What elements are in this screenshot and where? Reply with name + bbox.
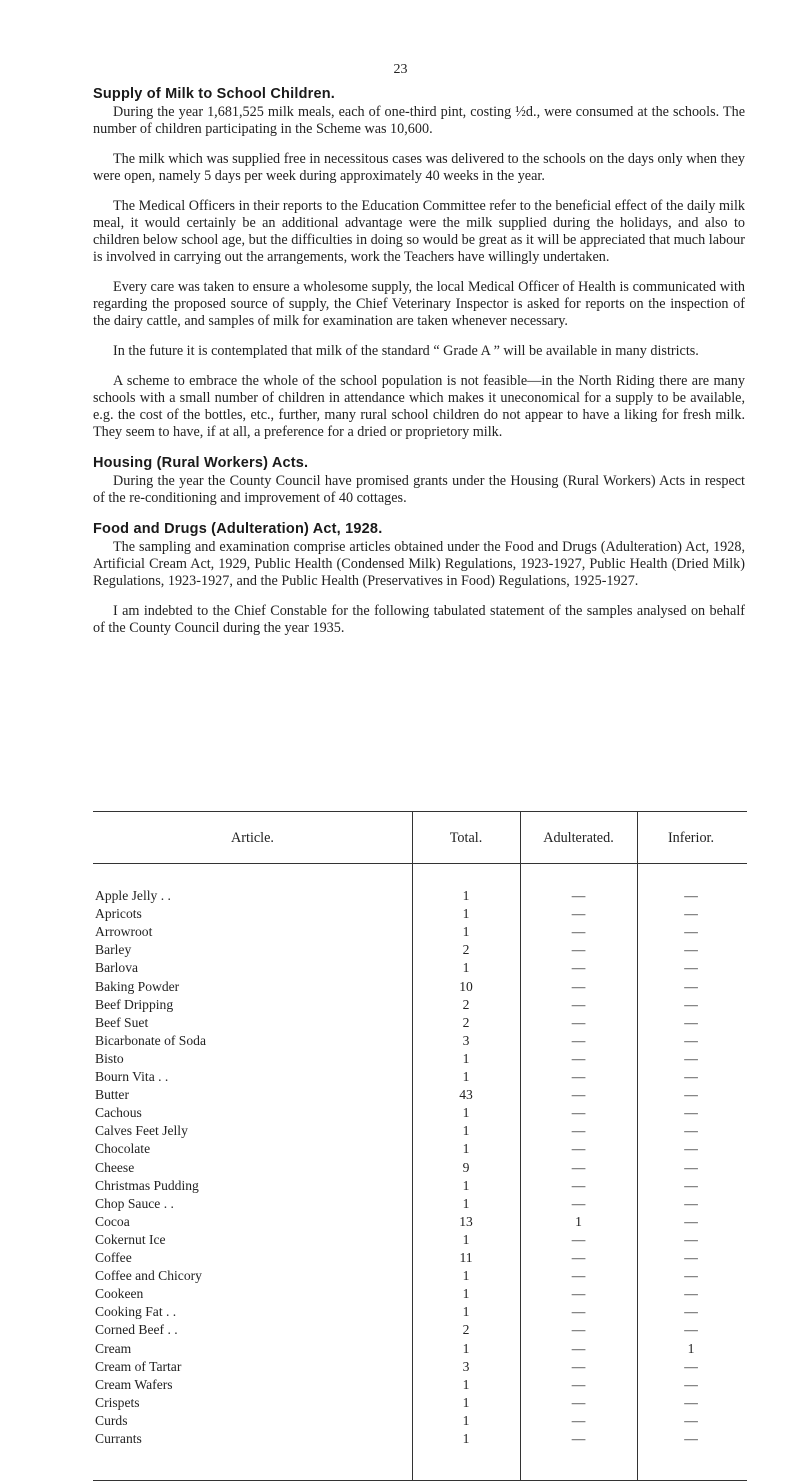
inferior-cell: — <box>684 1014 698 1030</box>
table-row <box>93 1015 747 1031</box>
inferior-cell: — <box>684 978 698 994</box>
total-cell: 1 <box>462 1268 470 1284</box>
table-row <box>93 1232 747 1248</box>
adulterated-cell: — <box>571 1268 586 1284</box>
table-row <box>93 1214 747 1230</box>
table-row <box>93 1395 747 1411</box>
inferior-cell: — <box>684 1141 698 1157</box>
adulterated-cell: — <box>571 960 586 976</box>
adulterated-cell: — <box>571 1195 586 1211</box>
table-row <box>93 1268 747 1284</box>
article-cell: Barley <box>95 942 132 958</box>
article-cell: Cheese <box>95 1159 135 1175</box>
paragraph: In the future it is contemplated that milk of the standard “ Grade A ” will be available in many districts. <box>113 343 699 359</box>
inferior-cell: — <box>684 1358 698 1374</box>
adulterated-cell: — <box>571 1394 586 1410</box>
table-row <box>93 1051 747 1067</box>
total-cell: 1 <box>462 1141 470 1157</box>
article-cell: Chop Sauce . . <box>95 1195 174 1211</box>
adulterated-cell: — <box>571 1087 586 1103</box>
table-row <box>93 1141 747 1157</box>
inferior-cell: — <box>684 1087 698 1103</box>
total-cell: 1 <box>462 1412 470 1428</box>
inferior-cell: — <box>684 1069 698 1084</box>
inferior-cell: — <box>684 1177 698 1193</box>
inferior-cell: — <box>684 1105 698 1121</box>
table-row <box>93 906 747 922</box>
inferior-cell: — <box>684 996 698 1012</box>
inferior-cell: 1 <box>687 1340 695 1356</box>
adulterated-cell: — <box>571 1050 586 1066</box>
header-total: Total. <box>449 830 483 846</box>
paragraph: A scheme to embrace the whole of the school population is not feasible—in the North Riding there are many schools with a small number of children in attendance which makes it uneconomical for a supply to be available, e.g. the cost of the bottles, etc., further, many rural school children do not appear to have a liking for fresh milk. They seem to have, if at all, a preference for a dried or proprietory milk. <box>93 373 745 440</box>
paragraph: During the year 1,681,525 milk meals, each of one-third pint, costing ½d., were consumed at the schools. The number of children participating in the Scheme was 10,600. <box>93 104 745 137</box>
table-row <box>93 1286 747 1302</box>
inferior-cell: — <box>684 1213 698 1229</box>
paragraph: Every care was taken to ensure a wholesome supply, the local Medical Officer of Health is communicated with regarding the proposed source of supply, the Chief Veterinary Inspector is asked for reports on the inspection of the dairy cattle, and samples of milk for examination are taken whenever necessary. <box>93 279 745 329</box>
article-cell: Cream of Tartar <box>95 1358 182 1374</box>
table-row <box>93 1069 747 1085</box>
page-number: 23 <box>393 62 408 77</box>
article-cell: Currants <box>95 1431 142 1446</box>
adulterated-cell: — <box>571 1159 586 1175</box>
total-cell: 10 <box>459 978 473 994</box>
paragraph: The sampling and examination comprise articles obtained under the Food and Drugs (Adulteration) Act, 1928, Artificial Cream Act, 1929, Public Health (Condensed Milk) Regulations, 1923-1927, Public Health (Dried Milk) Regulations, 1923-1927, and the Public Health (Preservatives in Food) Regulations, 1925-1927. <box>93 539 745 589</box>
inferior-cell: — <box>684 1376 698 1392</box>
adulterated-cell: — <box>571 942 586 958</box>
article-cell: Apple Jelly . . <box>95 888 171 903</box>
table-row <box>93 997 747 1013</box>
table-row <box>93 1033 747 1049</box>
article-cell: Curds <box>95 1412 128 1428</box>
article-cell: Bicarbonate of Soda <box>95 1032 206 1048</box>
adulterated-cell: — <box>571 1032 586 1048</box>
adulterated-cell: — <box>571 996 586 1012</box>
table-row <box>93 1123 747 1139</box>
total-cell: 1 <box>462 906 470 922</box>
total-cell: 1 <box>462 1431 470 1446</box>
total-cell: 1 <box>462 1069 470 1084</box>
adulterated-cell: — <box>571 1250 586 1265</box>
article-cell: Coffee <box>95 1250 132 1265</box>
article-cell: Christmas Pudding <box>95 1177 199 1193</box>
table-top-rule <box>93 811 747 812</box>
table-row <box>93 1377 747 1393</box>
adulterated-cell: — <box>571 1304 586 1320</box>
adulterated-cell: — <box>571 888 586 903</box>
table-row <box>93 924 747 940</box>
article-cell: Beef Dripping <box>95 996 174 1012</box>
adulterated-cell: — <box>571 1412 586 1428</box>
adulterated-cell: — <box>571 906 586 922</box>
table-header-rule <box>93 863 747 864</box>
total-cell: 3 <box>462 1358 470 1374</box>
article-cell: Apricots <box>95 906 142 922</box>
table-row <box>93 942 747 958</box>
adulterated-cell: — <box>571 1286 586 1302</box>
inferior-cell: — <box>684 1286 698 1302</box>
inferior-cell: — <box>684 924 698 940</box>
total-cell: 43 <box>459 1087 473 1103</box>
article-cell: Cachous <box>95 1105 142 1121</box>
total-cell: 1 <box>462 888 470 903</box>
table-row <box>93 1341 747 1357</box>
article-cell: Calves Feet Jelly <box>95 1123 188 1139</box>
header-adulterated: Adulterated. <box>543 830 614 846</box>
inferior-cell: — <box>684 942 698 958</box>
total-cell: 1 <box>462 1050 470 1066</box>
total-cell: 2 <box>462 1014 470 1030</box>
table-row <box>93 1160 747 1176</box>
adulterated-cell: — <box>571 1431 586 1446</box>
total-cell: 2 <box>462 1322 470 1338</box>
inferior-cell: — <box>684 1050 698 1066</box>
inferior-cell: — <box>684 1123 698 1139</box>
article-cell: Chocolate <box>95 1141 151 1157</box>
inferior-cell: — <box>684 1412 698 1428</box>
table-row <box>93 1105 747 1121</box>
adulterated-cell: — <box>571 1105 586 1121</box>
adulterated-cell: — <box>571 1231 586 1247</box>
inferior-cell: — <box>684 906 698 922</box>
total-cell: 13 <box>459 1213 473 1229</box>
inferior-cell: — <box>684 1032 698 1048</box>
paragraph: The Medical Officers in their reports to the Education Committee refer to the beneficial effect of the daily milk meal, it would certainly be an additional advantage were the milk supplied during the holidays, and also to children below school age, but the difficulties in doing so would be great as it will be appreciated that much labour is involved in carrying out the arrangements, work the Teachers have willingly undertaken. <box>93 198 745 265</box>
article-cell: Cokernut Ice <box>95 1231 166 1247</box>
section-heading-food: Food and Drugs (Adulteration) Act, 1928. <box>93 521 383 537</box>
adulterated-cell: — <box>571 1141 586 1157</box>
inferior-cell: — <box>684 888 698 903</box>
article-cell: Cooking Fat . . <box>95 1304 177 1320</box>
table-row <box>93 1178 747 1194</box>
table-row <box>93 1431 747 1447</box>
article-cell: Bourn Vita . . <box>95 1069 169 1084</box>
article-cell: Cocoa <box>95 1213 130 1229</box>
table-row <box>93 979 747 995</box>
adulterated-cell: 1 <box>575 1213 582 1229</box>
article-cell: Cream <box>95 1340 132 1356</box>
article-cell: Barlova <box>95 960 139 976</box>
total-cell: 1 <box>462 1286 470 1302</box>
total-cell: 9 <box>462 1159 470 1175</box>
article-cell: Corned Beef . . <box>95 1322 178 1338</box>
total-cell: 1 <box>462 1177 470 1193</box>
total-cell: 1 <box>462 1105 470 1121</box>
inferior-cell: — <box>684 1431 698 1446</box>
inferior-cell: — <box>684 1304 698 1320</box>
table-row <box>93 960 747 976</box>
inferior-cell: — <box>684 1250 698 1265</box>
article-cell: Crispets <box>95 1394 140 1410</box>
inferior-cell: — <box>684 1322 698 1338</box>
total-cell: 1 <box>462 1376 470 1392</box>
inferior-cell: — <box>684 1159 698 1175</box>
table-row <box>93 1322 747 1338</box>
article-cell: Cookeen <box>95 1286 144 1302</box>
article-cell: Baking Powder <box>95 978 180 994</box>
header-article: Article. <box>231 830 274 846</box>
adulterated-cell: — <box>571 1123 586 1139</box>
article-cell: Coffee and Chicory <box>95 1268 202 1284</box>
article-cell: Bisto <box>95 1050 124 1066</box>
samples-table <box>93 811 747 1483</box>
table-row <box>93 1304 747 1320</box>
inferior-cell: — <box>684 960 698 976</box>
article-cell: Arrowroot <box>95 924 153 940</box>
total-cell: 2 <box>462 942 470 958</box>
paragraph: I am indebted to the Chief Constable for the following tabulated statement of the samples analysed on behalf of the County Council during the year 1935. <box>93 603 745 636</box>
table-row <box>93 1359 747 1375</box>
header-inferior: Inferior. <box>667 830 715 846</box>
paragraph: The milk which was supplied free in necessitous cases was delivered to the schools on the days only when they were open, namely 5 days per week during approximately 40 weeks in the year. <box>93 151 745 184</box>
inferior-cell: — <box>684 1268 698 1284</box>
table-row <box>93 1087 747 1103</box>
total-cell: 1 <box>462 1304 470 1320</box>
adulterated-cell: — <box>571 1177 586 1193</box>
section-heading-housing: Housing (Rural Workers) Acts. <box>93 455 309 471</box>
total-cell: 1 <box>462 1394 470 1410</box>
inferior-cell: — <box>684 1231 698 1247</box>
adulterated-cell: — <box>571 1376 586 1392</box>
adulterated-cell: — <box>571 1014 586 1030</box>
article-cell: Cream Wafers <box>95 1376 173 1392</box>
article-cell: Beef Suet <box>95 1014 149 1030</box>
total-cell: 2 <box>462 996 470 1012</box>
adulterated-cell: — <box>571 1358 586 1374</box>
total-cell: 1 <box>462 960 470 976</box>
inferior-cell: — <box>684 1195 698 1211</box>
table-row <box>93 1250 747 1266</box>
table-row <box>93 1196 747 1212</box>
section-heading-milk: Supply of Milk to School Children. <box>93 86 336 102</box>
table-row <box>93 888 747 904</box>
adulterated-cell: — <box>571 1069 586 1084</box>
adulterated-cell: — <box>571 1340 586 1356</box>
inferior-cell: — <box>684 1394 698 1410</box>
adulterated-cell: — <box>571 1322 586 1338</box>
adulterated-cell: — <box>571 978 586 994</box>
total-cell: 3 <box>462 1032 470 1048</box>
total-cell: 1 <box>462 1340 470 1356</box>
total-cell: 1 <box>462 1123 470 1139</box>
total-cell: 1 <box>462 924 470 940</box>
adulterated-cell: — <box>571 924 586 940</box>
article-cell: Butter <box>95 1087 129 1103</box>
table-row <box>93 1413 747 1429</box>
page-body <box>93 86 745 637</box>
total-cell: 1 <box>462 1231 470 1247</box>
total-cell: 1 <box>462 1195 470 1211</box>
table-bottom-rule <box>93 1480 747 1481</box>
paragraph: During the year the County Council have promised grants under the Housing (Rural Workers) Acts in respect of the re-conditioning and improvement of 40 cottages. <box>93 473 745 506</box>
total-cell: 11 <box>459 1250 473 1265</box>
